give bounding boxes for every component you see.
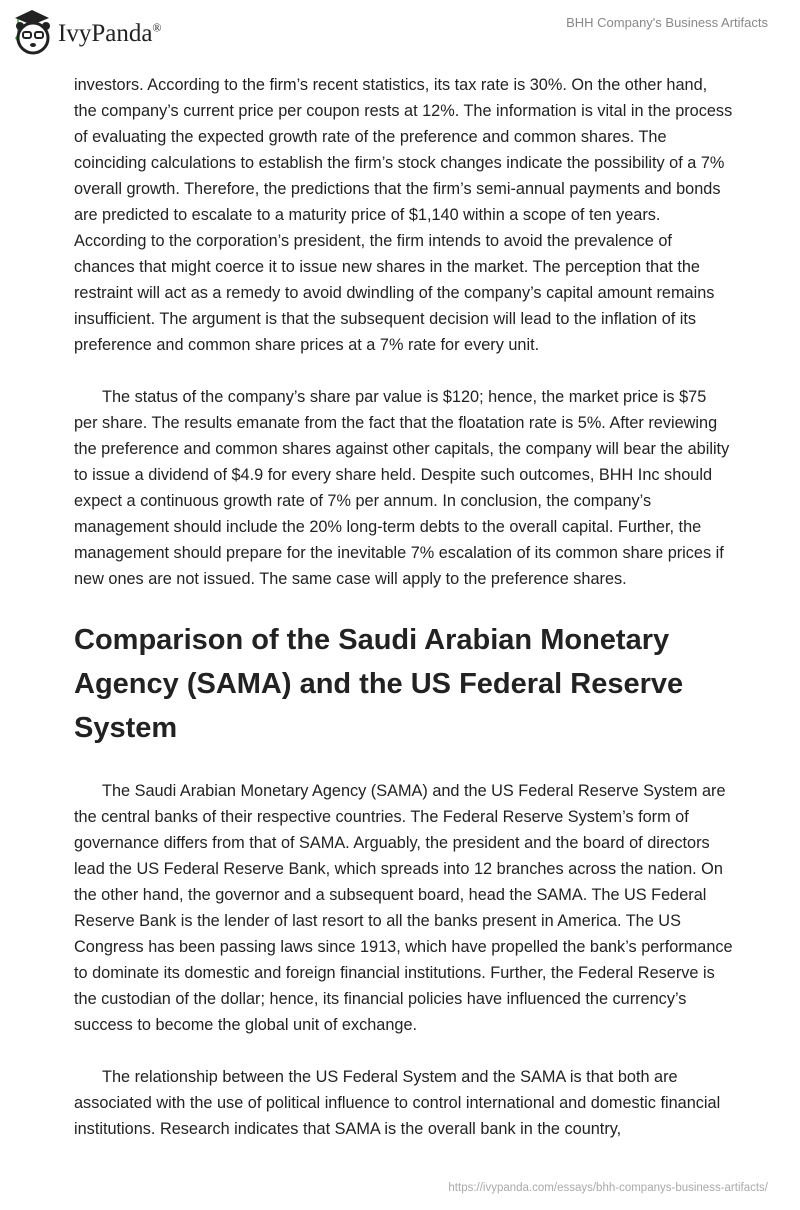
ivypanda-logo[interactable] (12, 8, 162, 56)
logo-text: IvyPanda® (58, 20, 162, 47)
paragraph: The Saudi Arabian Monetary Agency (SAMA) and the US Federal Reserve System are the central banks of their respective countries. The Federal Reserve System’s form of governance differs from that of SAMA. Arguably, the president and the board of directors lead the US Federal Reserve Bank, which spreads into 12 branches across the nation. On the other hand, the governor and a subsequent board, head the SAMA. The US Federal Reserve Bank is the lender of last resort to all the banks present in America. The US Congress has been passing laws since 1913, which have propelled the bank’s performance to dominate its domestic and foreign financial institutions. Further, the Federal Reserve is the custodian of the dollar; hence, its financial policies have influenced the currency’s success to become the global unit of exchange. (74, 782, 733, 1034)
essay-content (74, 72, 734, 1142)
panda-graduate-icon (12, 8, 52, 56)
paragraph: investors. According to the firm’s recent statistics, its tax rate is 30%. On the other hand, the company’s current price per coupon rests at 12%. The information is vital in the process of evaluating the expected growth rate of the preference and common shares. The coinciding calculations to establish the firm’s stock changes indicate the possibility of a 7% overall growth. Therefore, the predictions that the firm’s semi-annual payments and bonds are predicted to escalate to a maturity price of $1,140 within a scope of ten years. According to the corporation’s president, the firm intends to avoid the prevalence of chances that might coerce it to issue new shares in the market. The perception that the restraint will act as a remedy to avoid dwindling of the company’s capital amount remains insufficient. The argument is that the subsequent decision will lead to the inflation of its preference and common share prices at a 7% rate for every unit. (74, 76, 733, 354)
document-title: BHH Company's Business Artifacts (566, 15, 768, 30)
section-heading: Comparison of the Saudi Arabian Monetary Agency (SAMA) and the US Federal Reserve System (74, 624, 684, 744)
paragraph: The relationship between the US Federal System and the SAMA is that both are associated with the use of political influence to control international and domestic financial institutions. Research indicates that SAMA is the overall bank in the country, (74, 1068, 721, 1138)
page-footer (0, 1168, 800, 1210)
source-url[interactable]: https://ivypanda.com/essays/bhh-companys-business-artifacts/ (448, 1182, 768, 1194)
paragraph: The status of the company’s share par value is $120; hence, the market price is $75 per share. The results emanate from the fact that the floatation rate is 5%. After reviewing the preference and common shares against other capitals, the company will bear the ability to issue a dividend of $4.9 for every share held. Despite such outcomes, BHH Inc should expect a continuous growth rate of 7% per annum. In conclusion, the company’s management should include the 20% long-term debts to the overall capital. Further, the management should prepare for the inevitable 7% escalation of its common share prices if new ones are not issued. The same case will apply to the preference shares. (74, 388, 730, 588)
page-header (0, 0, 800, 72)
